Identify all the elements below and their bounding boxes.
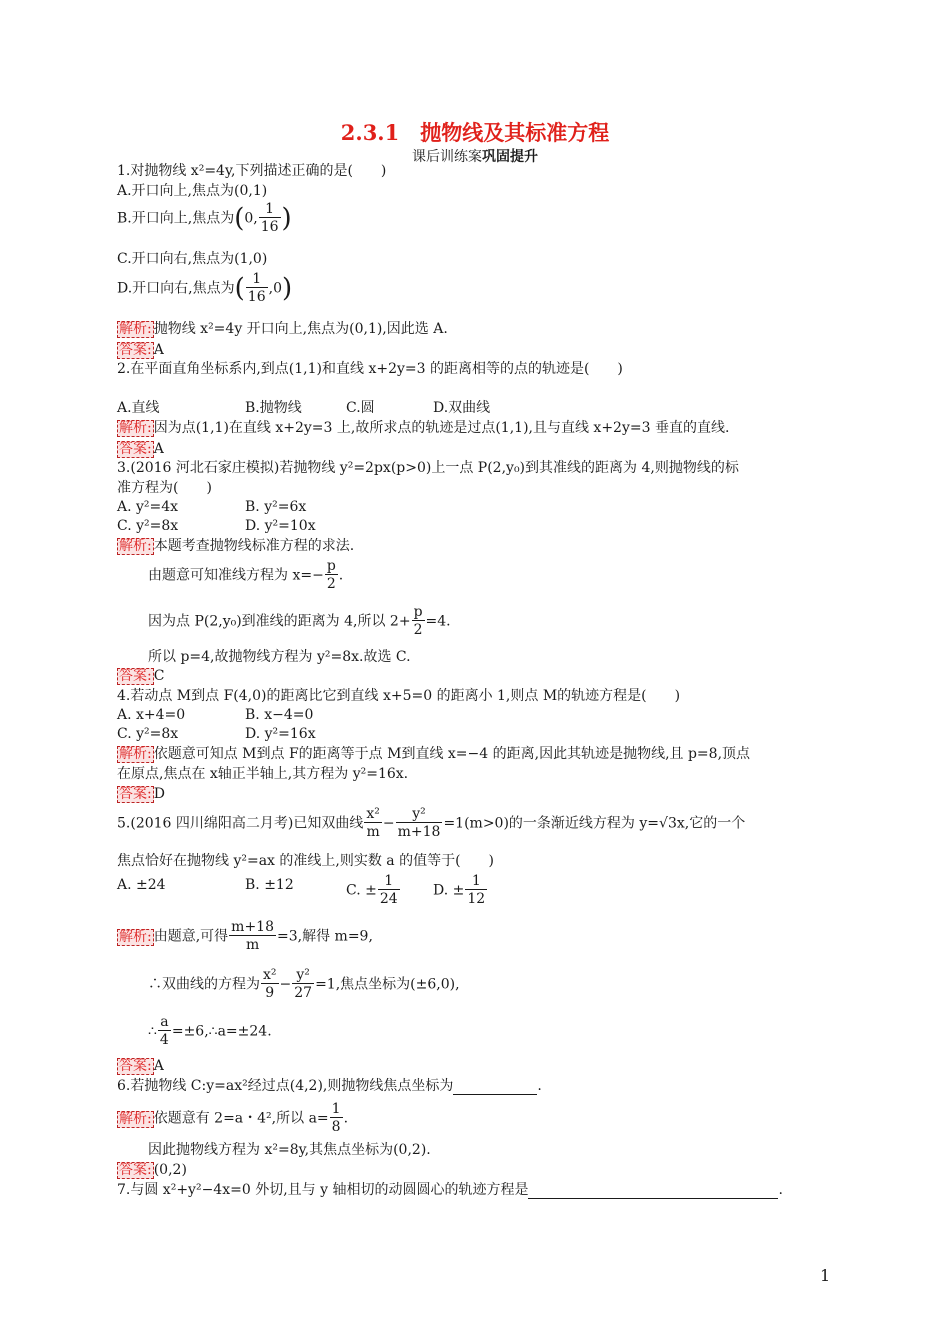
q4-answer: 答案: D (119, 786, 165, 802)
q7-stem: 7.与圆 x²+y²−4x=0 外切,且与 y 轴相切的动圆圆心的轨迹方程是 . (117, 1182, 783, 1198)
q4-option-b: B. x−4=0 (245, 707, 314, 723)
q5-option-b: B. ±12 (245, 877, 294, 893)
q1-option-a: A.开口向上,焦点为(0,1) (117, 183, 268, 199)
q7-answer-blank (528, 1198, 778, 1199)
q1-answer: 答案: A (119, 342, 164, 358)
q5-answer: 答案: A (119, 1058, 164, 1074)
q2-option-a: A.直线 (117, 400, 160, 416)
q3-option-a: A. y²=4x (117, 499, 179, 515)
q6-answer: 答案: (0,2) (119, 1162, 187, 1178)
q1-option-d: D.开口向右,焦点为( $\frac{1}{16}$ ,0) (117, 271, 293, 305)
q6-step2: 因此抛物线方程为 x²=8y,其焦点坐标为(0,2). (148, 1142, 431, 1158)
q1-stem: 1.对抛物线 x²=4y,下列描述正确的是( ) (117, 163, 387, 179)
answer-label: 答案: (119, 342, 152, 358)
q2-option-d: D.双曲线 (433, 400, 491, 416)
q3-option-d: D. y²=10x (245, 518, 316, 534)
page-subtitle: 课后训练案巩固提升 (412, 149, 538, 165)
q2-option-c: C.圆 (346, 400, 375, 416)
q6-stem: 6.若抛物线 C:y=ax²经过点(4,2),则抛物线焦点坐标为 . (117, 1078, 542, 1094)
page-number: 1 (820, 1266, 831, 1285)
q3-analysis: 解析: 本题考查抛物线标准方程的求法. (119, 538, 355, 554)
q5-step3: ∴ $\frac{a}{4}$ =±6,∴a=±24. (148, 1014, 272, 1048)
q4-stem: 4.若动点 M到点 F(4,0)的距离比它到直线 x+5=0 的距离小 1,则点 M的轨迹方程是( ) (117, 688, 681, 704)
q4-option-d: D. y²=16x (245, 726, 316, 742)
q3-answer: 答案: C (119, 668, 165, 684)
q4-analysis-line2: 在原点,焦点在 x轴正半轴上,其方程为 y²=16x. (117, 766, 409, 782)
q5-step2: ∴双曲线的方程为 $\frac{\text{x²}}{9}$ − $\frac{\text{y²}}{27}$ =1,焦点坐标为(±6,0), (148, 967, 460, 1001)
q5-option-d: D. ± $\frac{1}{12}$ (433, 873, 486, 907)
q6-analysis: 解析: 依题意有 2=a・4²,所以 a= $\frac{1}{8}$ . (119, 1101, 349, 1135)
q1-option-c: C.开口向右,焦点为(1,0) (117, 251, 268, 267)
q4-option-c: C. y²=8x (117, 726, 179, 742)
q5-analysis: 解析: 由题意,可得 $\frac{m+18}{m}$ =3,解得 m=9, (119, 919, 373, 953)
q3-step2: 因为点 P(2,y₀)到准线的距离为 4,所以 2+ $\frac{p}{2}$ =4. (148, 604, 451, 638)
q2-stem: 2.在平面直角坐标系内,到点(1,1)和直线 x+2y=3 的距离相等的点的轨迹是( ) (117, 361, 623, 377)
analysis-label: 解析: (119, 321, 152, 337)
q4-option-a: A. x+4=0 (117, 707, 186, 723)
q5-option-c: C. ± $\frac{1}{24}$ (346, 873, 398, 907)
q4-analysis-line1: 解析: 依题意可知点 M到点 F的距离等于点 M到直线 x=−4 的距离,因此其轨迹是抛物线,且 p=8,顶点 (119, 746, 751, 762)
q3-stem-line1: 3.(2016 河北石家庄模拟)若抛物线 y²=2px(p>0)上一点 P(2,y₀)到其准线的距离为 4,则抛物线的标 (117, 460, 739, 476)
q5-stem-line1: 5.(2016 四川绵阳高二月考)已知双曲线 $\frac{\text{x²}}{m}$ − $\frac{\text{y²}}{m+18}$ =1(m>0)的一条渐近线方程为 y=√3x,它的一个 (117, 806, 746, 840)
q5-option-a: A. ±24 (117, 877, 166, 893)
q1-analysis: 解析: 抛物线 x²=4y 开口向上,焦点为(0,1),因此选 A. (119, 321, 448, 337)
q2-answer: 答案: A (119, 441, 164, 457)
q3-option-c: C. y²=8x (117, 518, 179, 534)
q5-stem-line2: 焦点恰好在抛物线 y²=ax 的准线上,则实数 a 的值等于( ) (117, 853, 495, 869)
q6-answer-blank (453, 1094, 537, 1095)
q3-option-b: B. y²=6x (245, 499, 307, 515)
q2-analysis: 解析: 因为点(1,1)在直线 x+2y=3 上,故所求点的轨迹是过点(1,1),且与直线 x+2y=3 垂直的直线. (119, 420, 730, 436)
q2-option-b: B.抛物线 (245, 400, 302, 416)
page-title: 2.3.1 抛物线及其标准方程 (340, 120, 610, 145)
q3-stem-line2: 准方程为( ) (117, 480, 212, 496)
q1-option-b: B.开口向上,焦点为(0, $\frac{1}{16}$ ) (117, 201, 292, 235)
q3-step3: 所以 p=4,故抛物线方程为 y²=8x.故选 C. (148, 649, 411, 665)
q3-step1: 由题意可知准线方程为 x=− $\frac{p}{2}$ . (148, 558, 344, 592)
